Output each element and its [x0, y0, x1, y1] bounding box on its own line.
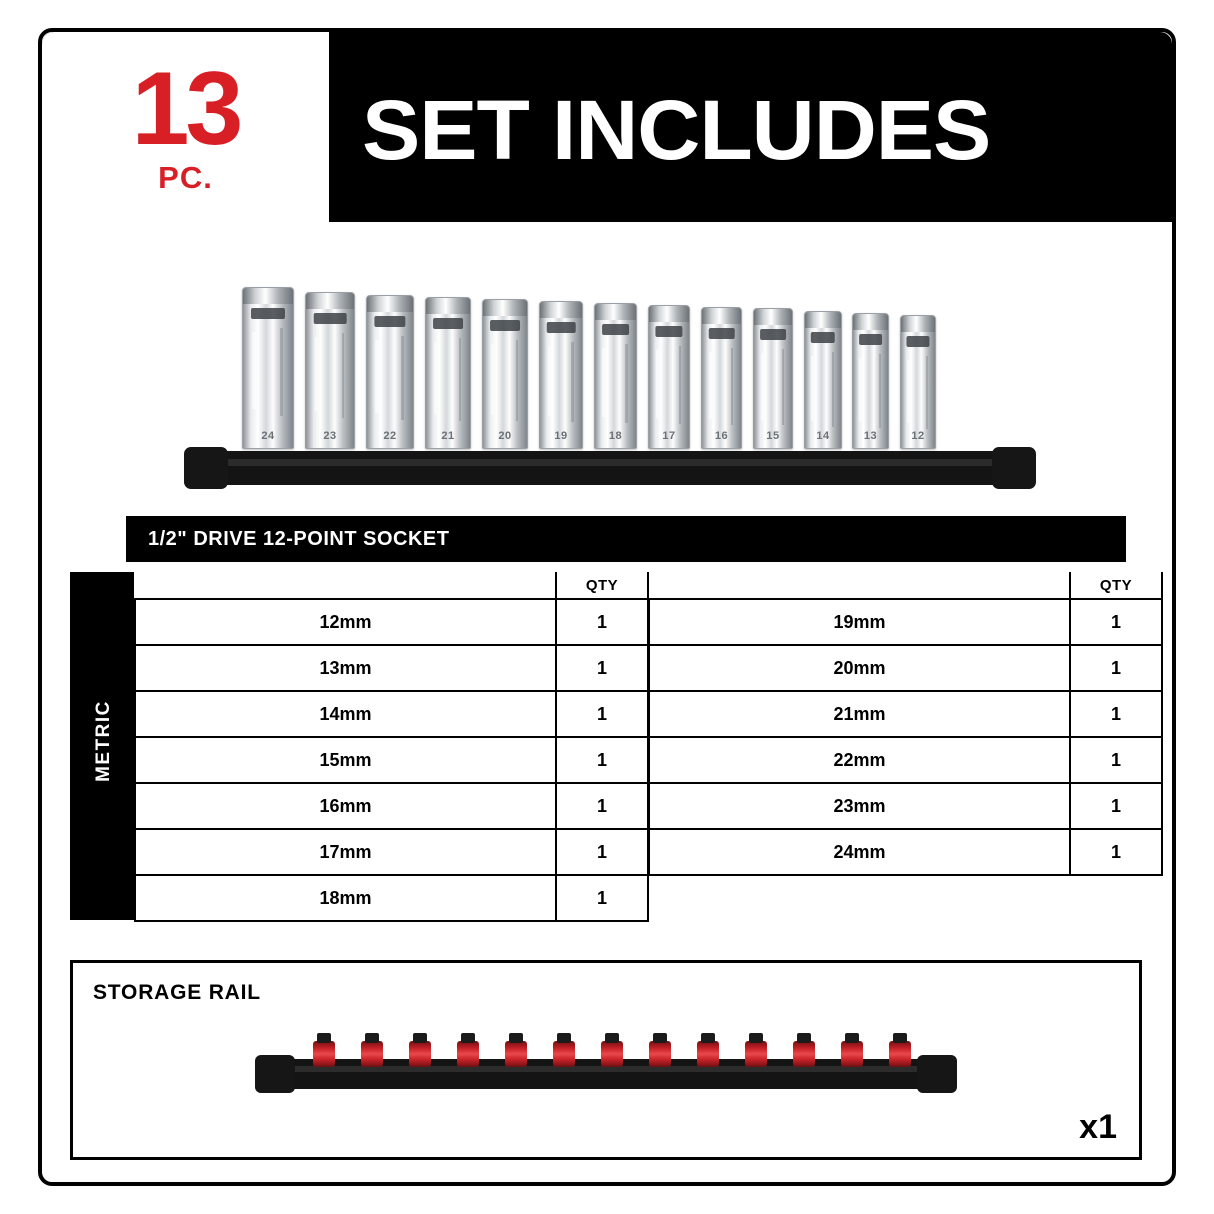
socket-size-cell: 22mm: [649, 737, 1070, 783]
table-row: [135, 829, 648, 875]
storage-rail-title: STORAGE RAIL: [93, 981, 261, 1004]
rail-clip-nub: [413, 1033, 427, 1043]
rail-clip-nub: [797, 1033, 811, 1043]
table-header-row: [649, 572, 1162, 599]
socket-highlight: [907, 360, 910, 423]
socket-15: [753, 308, 793, 449]
storage-rail-cap-right: [917, 1055, 957, 1093]
socket-qty-cell: 1: [1070, 829, 1162, 875]
piece-count-number: 13: [131, 51, 240, 168]
piece-count-label: PC.: [158, 159, 213, 195]
socket-17: [648, 305, 690, 449]
socket-top-band: [306, 293, 354, 309]
rail-clip-nub: [605, 1033, 619, 1043]
socket-top-band: [595, 304, 636, 320]
socket-qty-cell: 1: [1070, 691, 1162, 737]
socket-top-band: [901, 316, 935, 332]
socket-23: [305, 292, 355, 449]
socket-qty-cell: 1: [556, 599, 648, 645]
socket-highlight: [548, 346, 551, 416]
table-row: [649, 783, 1162, 829]
qty-column-header: QTY: [556, 572, 648, 599]
qty-column-header: QTY: [1070, 572, 1162, 599]
socket-size-label: 12: [911, 430, 925, 442]
rail-clip-nub: [701, 1033, 715, 1043]
socket-22: [366, 295, 414, 449]
socket-top-band: [754, 309, 792, 325]
table-row: [649, 737, 1162, 783]
table-row: [649, 599, 1162, 645]
hero-product-image: [150, 255, 1070, 485]
socket-shadow: [516, 340, 519, 421]
rail-clip-nub: [845, 1033, 859, 1043]
socket-qty-cell: 1: [556, 691, 648, 737]
rail-clip: [505, 1041, 527, 1067]
section-title-bar: [126, 516, 1126, 562]
metric-group-tab: [70, 572, 134, 920]
table-row: [649, 691, 1162, 737]
socket-shadow: [342, 333, 345, 418]
rail-clip-nub: [893, 1033, 907, 1043]
socket-highlight: [761, 353, 764, 420]
socket-size-label: 14: [816, 430, 830, 442]
storage-rail-section: [70, 960, 1142, 1160]
table-header-row: [135, 572, 648, 599]
socket-table-left: [134, 572, 649, 922]
socket-top-band: [483, 300, 527, 316]
rail-clip-nub: [509, 1033, 523, 1043]
socket-highlight: [434, 342, 438, 414]
socket-top-band: [805, 312, 841, 328]
table-row: [649, 829, 1162, 875]
socket-shadow: [679, 346, 681, 424]
rail-clip-nub: [317, 1033, 331, 1043]
rail-clip: [313, 1041, 335, 1067]
socket-24: [242, 287, 294, 449]
socket-top-band: [426, 298, 470, 314]
hero-rail-cap-right: [992, 447, 1036, 489]
brand-logo-icon: [906, 336, 929, 347]
socket-size-cell: 14mm: [135, 691, 556, 737]
socket-shadow: [782, 349, 784, 425]
socket-size-cell: 12mm: [135, 599, 556, 645]
hero-rail-cap-left: [184, 447, 228, 489]
socket-top-band: [540, 302, 582, 318]
rail-clip: [601, 1041, 623, 1067]
table-row: [135, 691, 648, 737]
socket-size-cell: 17mm: [135, 829, 556, 875]
socket-size-label: 20: [498, 430, 512, 442]
brand-logo-icon: [490, 320, 520, 331]
socket-table-right: [648, 572, 1163, 876]
piece-count-badge: [42, 32, 329, 222]
socket-top-band: [649, 306, 689, 322]
brand-logo-icon: [760, 329, 786, 340]
section-title: 1/2" DRIVE 12-POINT SOCKET: [148, 528, 450, 550]
socket-top-band: [702, 308, 741, 324]
socket-shadow: [625, 344, 627, 423]
page-title: SET INCLUDES: [362, 83, 991, 177]
socket-qty-cell: 1: [1070, 645, 1162, 691]
socket-18: [594, 303, 637, 449]
table-row: [649, 645, 1162, 691]
brand-logo-icon: [859, 334, 883, 345]
socket-size-label: 13: [863, 430, 878, 442]
socket-size-label: 15: [766, 430, 780, 442]
socket-highlight: [491, 344, 495, 415]
rail-clip: [697, 1041, 719, 1067]
socket-qty-cell: 1: [556, 829, 648, 875]
socket-size-cell: 16mm: [135, 783, 556, 829]
rail-clip: [889, 1041, 911, 1067]
socket-19: [539, 301, 583, 449]
socket-13: [852, 313, 889, 449]
table-row: [135, 737, 648, 783]
socket-qty-cell: 1: [556, 875, 648, 921]
socket-highlight: [656, 350, 659, 418]
socket-top-band: [853, 314, 888, 330]
socket-size-cell: 23mm: [649, 783, 1070, 829]
socket-shadow: [459, 338, 462, 421]
brand-logo-icon: [374, 316, 405, 327]
socket-14: [804, 311, 842, 449]
socket-20: [482, 299, 528, 449]
socket-size-cell: 19mm: [649, 599, 1070, 645]
rail-clip: [841, 1041, 863, 1067]
socket-highlight: [859, 358, 862, 422]
socket-highlight: [252, 332, 256, 409]
brand-logo-icon: [708, 328, 735, 339]
socket-highlight: [375, 340, 379, 413]
socket-qty-cell: 1: [556, 737, 648, 783]
socket-highlight: [602, 348, 605, 417]
brand-logo-icon: [251, 308, 285, 319]
rail-clip: [361, 1041, 383, 1067]
rail-clip-nub: [653, 1033, 667, 1043]
socket-size-cell: 18mm: [135, 875, 556, 921]
socket-shadow: [280, 328, 283, 416]
table-row: [135, 645, 648, 691]
rail-clip: [457, 1041, 479, 1067]
socket-size-label: 22: [383, 430, 397, 442]
brand-logo-icon: [811, 332, 835, 343]
rail-clip: [553, 1041, 575, 1067]
socket-shadow: [731, 348, 733, 425]
rail-clip: [649, 1041, 671, 1067]
socket-qty-cell: 1: [1070, 599, 1162, 645]
brand-logo-icon: [314, 313, 347, 324]
brand-logo-icon: [547, 322, 576, 333]
socket-size-label: 17: [662, 430, 676, 442]
storage-rail-cap-left: [255, 1055, 295, 1093]
header-bar: [42, 32, 1172, 222]
storage-rail-quantity: x1: [1079, 1108, 1117, 1146]
brand-logo-icon: [655, 326, 682, 337]
hero-rail: [198, 451, 1028, 485]
socket-shadow: [926, 356, 928, 429]
socket-qty-cell: 1: [556, 645, 648, 691]
socket-size-cell: 21mm: [649, 691, 1070, 737]
socket-size-label: 23: [323, 430, 337, 442]
socket-size-label: 19: [554, 430, 568, 442]
socket-qty-cell: 1: [556, 783, 648, 829]
rail-clip-nub: [365, 1033, 379, 1043]
socket-top-band: [243, 288, 293, 304]
socket-size-label: 16: [714, 430, 729, 442]
table-row: [135, 599, 648, 645]
socket-qty-cell: 1: [1070, 783, 1162, 829]
table-row: [135, 783, 648, 829]
size-column-header: [135, 572, 556, 599]
socket-shadow: [401, 336, 404, 420]
socket-shadow: [832, 352, 834, 427]
socket-size-cell: 13mm: [135, 645, 556, 691]
metric-group-label: METRIC: [93, 700, 114, 782]
socket-size-label: 21: [441, 430, 455, 442]
rail-clip: [745, 1041, 767, 1067]
size-column-header: [649, 572, 1070, 599]
socket-size-cell: 20mm: [649, 645, 1070, 691]
socket-qty-cell: 1: [1070, 737, 1162, 783]
brand-logo-icon: [433, 318, 463, 329]
socket-21: [425, 297, 471, 449]
socket-size-cell: 24mm: [649, 829, 1070, 875]
socket-top-band: [367, 296, 413, 312]
socket-size-cell: 15mm: [135, 737, 556, 783]
socket-highlight: [315, 337, 319, 411]
brand-logo-icon: [602, 324, 630, 335]
rail-clip: [409, 1041, 431, 1067]
socket-12: [900, 315, 936, 449]
socket-shadow: [571, 342, 574, 422]
rail-clip-nub: [461, 1033, 475, 1043]
rail-clip: [793, 1041, 815, 1067]
table-row: [135, 875, 648, 921]
socket-highlight: [709, 352, 712, 419]
socket-size-label: 18: [608, 430, 623, 442]
rail-clip-nub: [749, 1033, 763, 1043]
rail-clip-nub: [557, 1033, 571, 1043]
socket-size-label: 24: [261, 430, 275, 442]
socket-highlight: [811, 356, 814, 421]
socket-16: [701, 307, 742, 449]
socket-shadow: [879, 354, 881, 428]
